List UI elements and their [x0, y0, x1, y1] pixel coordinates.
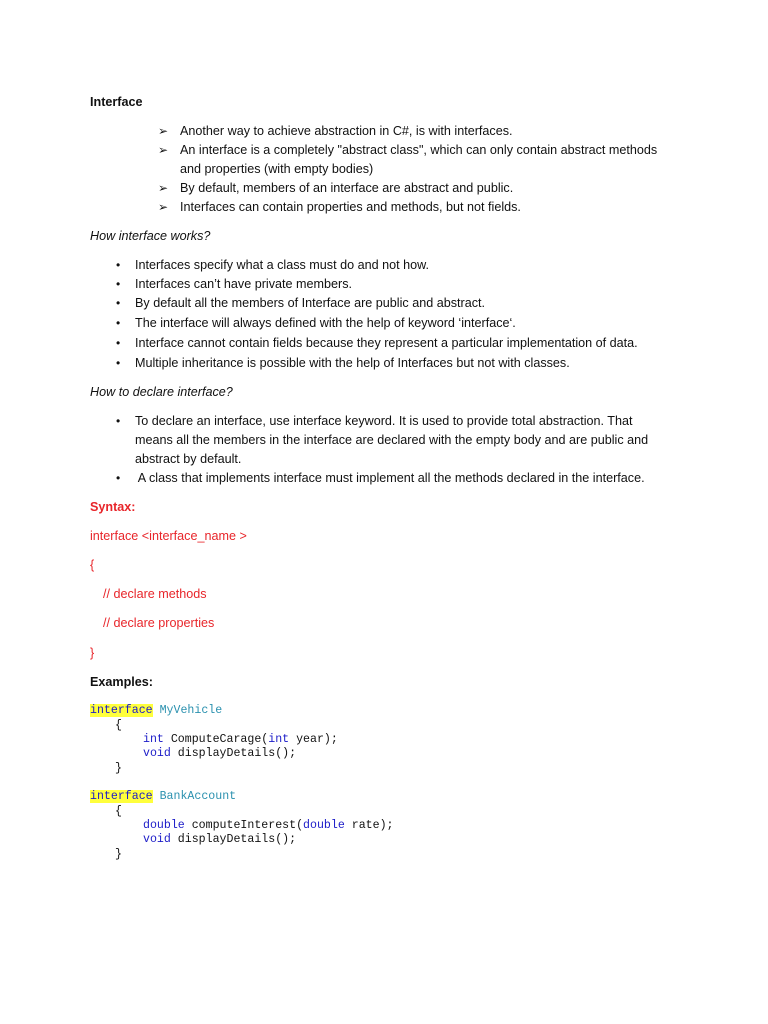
list-item: Multiple inheritance is possible with the help of Interfaces but not with classes. — [135, 356, 570, 370]
code-line — [90, 790, 236, 804]
code-text: computeInterest( — [184, 819, 304, 832]
code-keyword: void — [143, 833, 171, 846]
dot-bullet-icon: • — [116, 277, 121, 291]
section-heading-how-works: How interface works? — [90, 229, 211, 243]
list-item: A class that implements interface must implement all the methods declared in the interface. — [135, 471, 645, 485]
list-item: Interface cannot contain fields because they represent a particular implementation of data. — [135, 336, 638, 350]
syntax-line: interface <interface_name > — [90, 529, 247, 543]
syntax-comment: // declare methods — [103, 587, 207, 601]
section-heading-how-declare: How to declare interface? — [90, 385, 233, 399]
list-item: The interface will always defined with the help of keyword ‘interface‘. — [135, 316, 516, 330]
arrow-bullet-icon: ➢ — [158, 124, 169, 138]
list-item: To declare an interface, use interface keyword. It is used to provide total abstraction. That — [135, 414, 633, 428]
arrow-bullet-icon: ➢ — [158, 200, 169, 214]
arrow-list-item: Another way to achieve abstraction in C#, is with interfaces. — [180, 124, 513, 138]
syntax-comment: // declare properties — [103, 616, 215, 630]
page-title: Interface — [90, 95, 143, 109]
dot-bullet-icon: • — [116, 356, 121, 370]
list-item: Interfaces can’t have private members. — [135, 277, 352, 291]
code-line — [143, 733, 338, 747]
dot-bullet-icon: • — [116, 414, 121, 428]
code-type-name: BankAccount — [159, 790, 237, 803]
code-line — [143, 833, 296, 847]
code-text: displayDetails(); — [170, 747, 297, 760]
arrow-list-item: Interfaces can contain properties and methods, but not fields. — [180, 200, 521, 214]
arrow-list-item: By default, members of an interface are abstract and public. — [180, 181, 514, 195]
code-keyword-highlight: interface — [90, 704, 153, 717]
list-item-continued: means all the members in the interface are declared with the empty body and are public and — [135, 433, 649, 447]
syntax-close-brace: } — [90, 646, 95, 660]
code-keyword: int — [268, 733, 290, 746]
code-type-name: MyVehicle — [159, 704, 223, 717]
code-text: year); — [289, 733, 338, 746]
code-open-brace: { — [115, 719, 122, 732]
code-line — [143, 819, 393, 833]
code-line — [143, 747, 296, 761]
code-close-brace: } — [115, 848, 122, 861]
arrow-bullet-icon: ➢ — [158, 143, 169, 157]
code-keyword-highlight: interface — [90, 790, 153, 803]
code-text: displayDetails(); — [170, 833, 297, 846]
dot-bullet-icon: • — [116, 316, 121, 330]
code-open-brace: { — [115, 805, 122, 818]
code-keyword: double — [303, 819, 345, 832]
dot-bullet-icon: • — [116, 336, 121, 350]
dot-bullet-icon: • — [116, 471, 121, 485]
examples-label: Examples: — [90, 675, 153, 689]
dot-bullet-icon: • — [116, 296, 121, 310]
syntax-label: Syntax: — [90, 500, 136, 514]
code-keyword: int — [143, 733, 164, 746]
list-item-continued: abstract by default. — [135, 452, 242, 466]
code-keyword: void — [143, 747, 171, 760]
arrow-bullet-icon: ➢ — [158, 181, 169, 195]
arrow-list-item: An interface is a completely "abstract class", which can only contain abstract methods — [180, 143, 658, 157]
arrow-list-item-continued: and properties (with empty bodies) — [180, 162, 374, 176]
list-item: By default all the members of Interface are public and abstract. — [135, 296, 486, 310]
syntax-open-brace: { — [90, 558, 95, 572]
code-line — [90, 704, 222, 718]
code-keyword: double — [143, 819, 185, 832]
code-close-brace: } — [115, 762, 122, 775]
list-item: Interfaces specify what a class must do and not how. — [135, 258, 430, 272]
code-text: ComputeCarage( — [163, 733, 269, 746]
code-text: rate); — [344, 819, 394, 832]
dot-bullet-icon: • — [116, 258, 121, 272]
